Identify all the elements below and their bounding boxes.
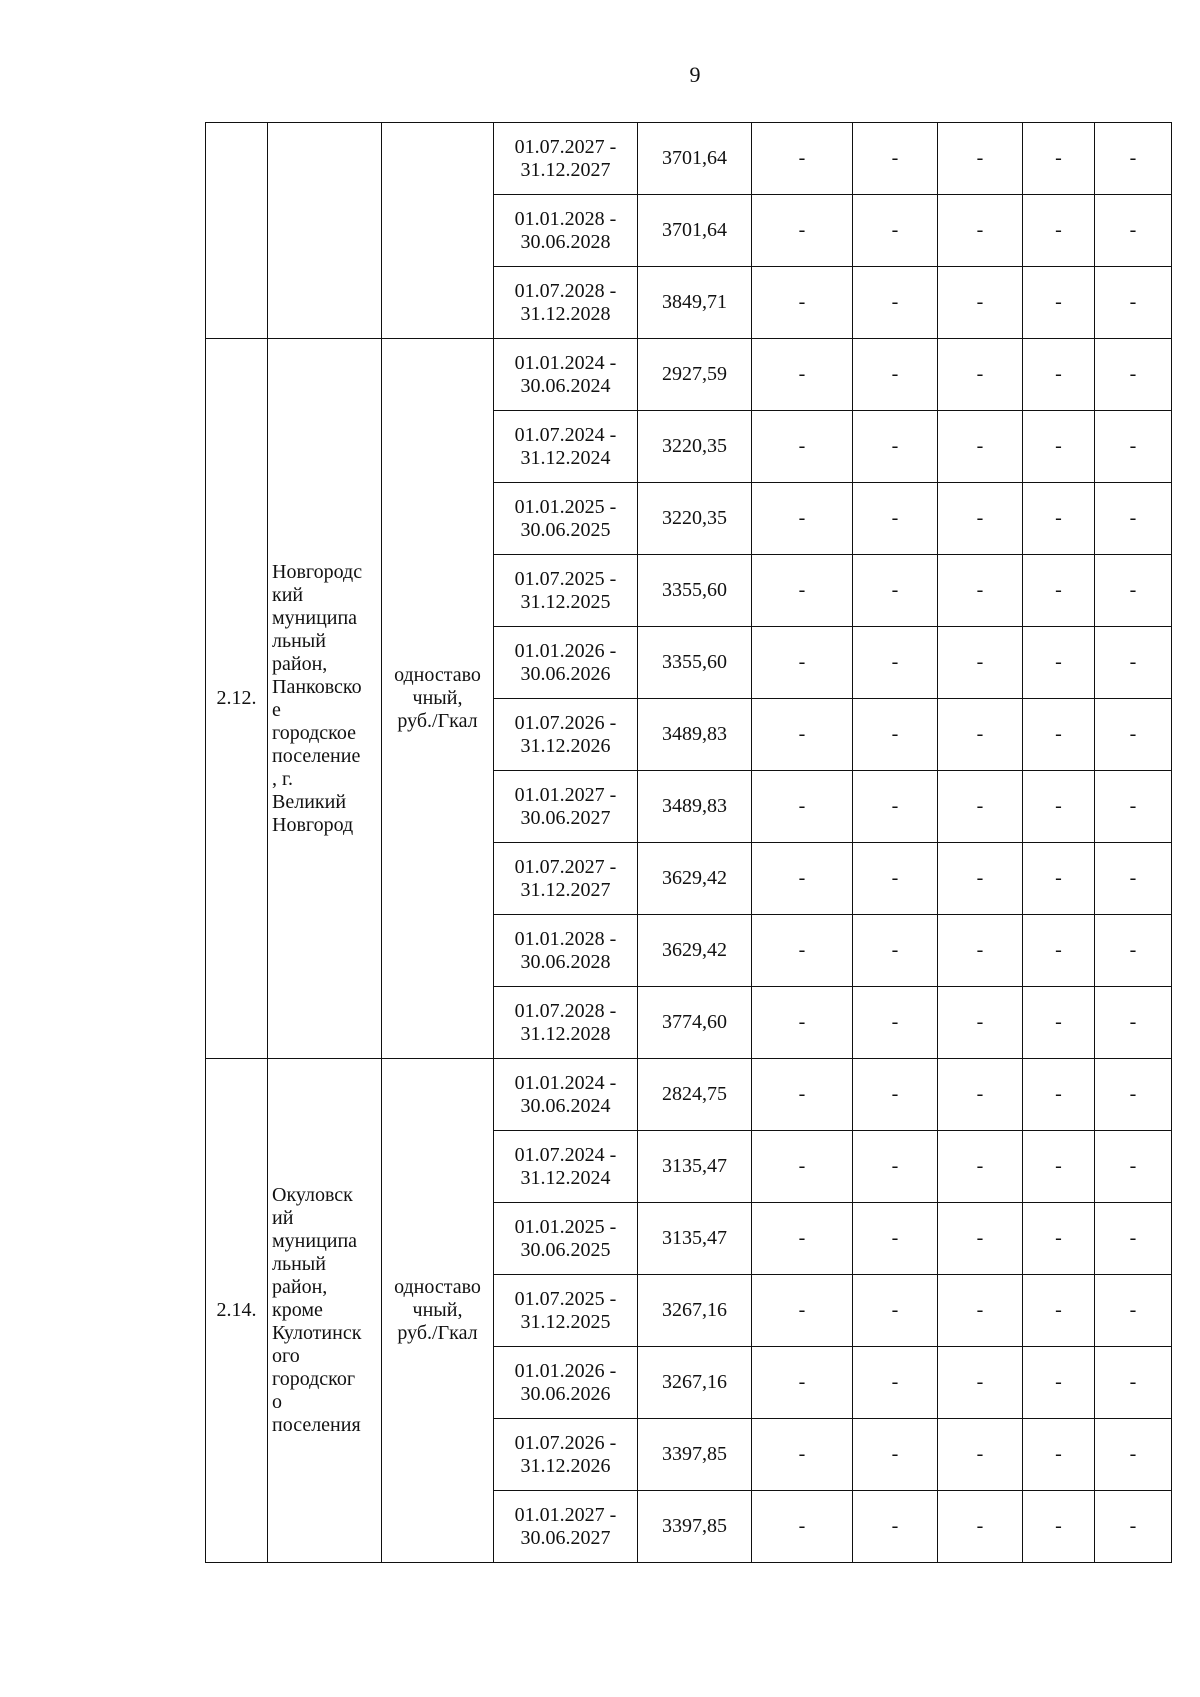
empty-value-cell: - xyxy=(752,771,853,843)
page-number: 9 xyxy=(689,62,701,87)
period-cell: 01.07.2026 - 31.12.2026 xyxy=(494,1419,638,1491)
row-number-cell xyxy=(206,123,268,339)
empty-value-cell: - xyxy=(752,267,853,339)
empty-value-cell: - xyxy=(1023,1347,1095,1419)
empty-value-cell: - xyxy=(1023,267,1095,339)
period-cell: 01.01.2025 - 30.06.2025 xyxy=(494,483,638,555)
empty-value-cell: - xyxy=(1095,1275,1172,1347)
empty-value-cell: - xyxy=(938,627,1023,699)
empty-value-cell: - xyxy=(1095,915,1172,987)
empty-value-cell: - xyxy=(938,1275,1023,1347)
empty-value-cell: - xyxy=(1095,1347,1172,1419)
empty-value-cell: - xyxy=(1023,915,1095,987)
empty-value-cell: - xyxy=(1095,843,1172,915)
tariff-value-cell: 3849,71 xyxy=(638,267,752,339)
empty-value-cell: - xyxy=(1023,1203,1095,1275)
tariff-value-cell: 3355,60 xyxy=(638,627,752,699)
period-cell: 01.07.2025 - 31.12.2025 xyxy=(494,1275,638,1347)
empty-value-cell: - xyxy=(1023,123,1095,195)
empty-value-cell: - xyxy=(853,555,938,627)
empty-value-cell: - xyxy=(1023,987,1095,1059)
empty-value-cell: - xyxy=(752,1203,853,1275)
period-cell: 01.01.2024 - 30.06.2024 xyxy=(494,339,638,411)
table-row xyxy=(206,339,1172,411)
empty-value-cell: - xyxy=(853,1059,938,1131)
period-cell: 01.07.2026 - 31.12.2026 xyxy=(494,699,638,771)
empty-value-cell: - xyxy=(752,1131,853,1203)
period-cell: 01.07.2025 - 31.12.2025 xyxy=(494,555,638,627)
empty-value-cell: - xyxy=(938,267,1023,339)
empty-value-cell: - xyxy=(853,987,938,1059)
empty-value-cell: - xyxy=(853,483,938,555)
empty-value-cell: - xyxy=(938,915,1023,987)
empty-value-cell: - xyxy=(1095,195,1172,267)
period-cell: 01.01.2027 - 30.06.2027 xyxy=(494,1491,638,1563)
empty-value-cell: - xyxy=(1095,555,1172,627)
tariff-value-cell: 3629,42 xyxy=(638,915,752,987)
empty-value-cell: - xyxy=(1095,699,1172,771)
empty-value-cell: - xyxy=(853,915,938,987)
empty-value-cell: - xyxy=(938,411,1023,483)
empty-value-cell: - xyxy=(752,1275,853,1347)
empty-value-cell: - xyxy=(853,1347,938,1419)
empty-value-cell: - xyxy=(752,411,853,483)
tariff-value-cell: 3267,16 xyxy=(638,1275,752,1347)
period-cell: 01.07.2024 - 31.12.2024 xyxy=(494,411,638,483)
empty-value-cell: - xyxy=(1023,1131,1095,1203)
empty-value-cell: - xyxy=(752,1347,853,1419)
empty-value-cell: - xyxy=(1095,627,1172,699)
period-cell: 01.07.2027 - 31.12.2027 xyxy=(494,123,638,195)
tariff-value-cell: 3701,64 xyxy=(638,195,752,267)
empty-value-cell: - xyxy=(1095,987,1172,1059)
empty-value-cell: - xyxy=(938,699,1023,771)
empty-value-cell: - xyxy=(1095,1203,1172,1275)
empty-value-cell: - xyxy=(1023,1419,1095,1491)
tariff-value-cell: 2824,75 xyxy=(638,1059,752,1131)
empty-value-cell: - xyxy=(853,123,938,195)
tariff-value-cell: 3774,60 xyxy=(638,987,752,1059)
empty-value-cell: - xyxy=(1023,627,1095,699)
empty-value-cell: - xyxy=(1023,699,1095,771)
empty-value-cell: - xyxy=(938,1059,1023,1131)
tariff-value-cell: 3489,83 xyxy=(638,771,752,843)
empty-value-cell: - xyxy=(1023,339,1095,411)
tariff-value-cell: 2927,59 xyxy=(638,339,752,411)
empty-value-cell: - xyxy=(938,483,1023,555)
period-cell: 01.01.2025 - 30.06.2025 xyxy=(494,1203,638,1275)
empty-value-cell: - xyxy=(752,1491,853,1563)
empty-value-cell: - xyxy=(938,1419,1023,1491)
empty-value-cell: - xyxy=(853,627,938,699)
empty-value-cell: - xyxy=(752,987,853,1059)
empty-value-cell: - xyxy=(1023,1491,1095,1563)
empty-value-cell: - xyxy=(1095,267,1172,339)
tariff-value-cell: 3267,16 xyxy=(638,1347,752,1419)
empty-value-cell: - xyxy=(853,1275,938,1347)
period-cell: 01.01.2028 - 30.06.2028 xyxy=(494,915,638,987)
empty-value-cell: - xyxy=(1095,1131,1172,1203)
tariff-value-cell: 3489,83 xyxy=(638,699,752,771)
empty-value-cell: - xyxy=(752,699,853,771)
empty-value-cell: - xyxy=(853,267,938,339)
empty-value-cell: - xyxy=(853,843,938,915)
period-cell: 01.07.2028 - 31.12.2028 xyxy=(494,267,638,339)
municipality-name-cell xyxy=(268,123,382,339)
period-cell: 01.01.2028 - 30.06.2028 xyxy=(494,195,638,267)
tariff-value-cell: 3220,35 xyxy=(638,411,752,483)
empty-value-cell: - xyxy=(938,1347,1023,1419)
period-cell: 01.01.2024 - 30.06.2024 xyxy=(494,1059,638,1131)
empty-value-cell: - xyxy=(938,1203,1023,1275)
empty-value-cell: - xyxy=(1023,411,1095,483)
empty-value-cell: - xyxy=(1023,843,1095,915)
empty-value-cell: - xyxy=(752,915,853,987)
empty-value-cell: - xyxy=(938,1131,1023,1203)
empty-value-cell: - xyxy=(752,339,853,411)
period-cell: 01.07.2027 - 31.12.2027 xyxy=(494,843,638,915)
empty-value-cell: - xyxy=(1023,1059,1095,1131)
period-cell: 01.01.2026 - 30.06.2026 xyxy=(494,1347,638,1419)
empty-value-cell: - xyxy=(853,1203,938,1275)
empty-value-cell: - xyxy=(853,771,938,843)
table-row xyxy=(206,1059,1172,1131)
empty-value-cell: - xyxy=(938,555,1023,627)
period-cell: 01.07.2024 - 31.12.2024 xyxy=(494,1131,638,1203)
table-row xyxy=(206,123,1172,195)
empty-value-cell: - xyxy=(752,1419,853,1491)
empty-value-cell: - xyxy=(752,123,853,195)
empty-value-cell: - xyxy=(938,987,1023,1059)
period-cell: 01.01.2026 - 30.06.2026 xyxy=(494,627,638,699)
empty-value-cell: - xyxy=(1023,555,1095,627)
tariff-value-cell: 3135,47 xyxy=(638,1203,752,1275)
tariff-value-cell: 3220,35 xyxy=(638,483,752,555)
empty-value-cell: - xyxy=(752,555,853,627)
empty-value-cell: - xyxy=(1023,771,1095,843)
tariff-type-cell: одноставо чный, руб./Гкал xyxy=(382,1059,494,1563)
empty-value-cell: - xyxy=(752,1059,853,1131)
empty-value-cell: - xyxy=(1095,771,1172,843)
empty-value-cell: - xyxy=(1095,1059,1172,1131)
empty-value-cell: - xyxy=(1023,195,1095,267)
empty-value-cell: - xyxy=(853,195,938,267)
empty-value-cell: - xyxy=(1095,1491,1172,1563)
empty-value-cell: - xyxy=(853,699,938,771)
empty-value-cell: - xyxy=(938,843,1023,915)
empty-value-cell: - xyxy=(938,339,1023,411)
empty-value-cell: - xyxy=(752,627,853,699)
empty-value-cell: - xyxy=(1023,1275,1095,1347)
empty-value-cell: - xyxy=(938,123,1023,195)
tariff-table xyxy=(205,122,1172,1563)
tariff-type-cell: одноставо чный, руб./Гкал xyxy=(382,339,494,1059)
row-number-cell: 2.14. xyxy=(206,1059,268,1563)
empty-value-cell: - xyxy=(1023,483,1095,555)
empty-value-cell: - xyxy=(938,1491,1023,1563)
empty-value-cell: - xyxy=(938,195,1023,267)
tariff-value-cell: 3135,47 xyxy=(638,1131,752,1203)
empty-value-cell: - xyxy=(853,1419,938,1491)
empty-value-cell: - xyxy=(938,771,1023,843)
tariff-value-cell: 3355,60 xyxy=(638,555,752,627)
period-cell: 01.07.2028 - 31.12.2028 xyxy=(494,987,638,1059)
empty-value-cell: - xyxy=(752,483,853,555)
municipality-name-cell: Новгородс кий муниципа льный район, Панковско е городское поселение , г. Великий Новгород xyxy=(268,339,382,1059)
tariff-value-cell: 3397,85 xyxy=(638,1491,752,1563)
empty-value-cell: - xyxy=(752,843,853,915)
tariff-value-cell: 3701,64 xyxy=(638,123,752,195)
empty-value-cell: - xyxy=(853,1131,938,1203)
empty-value-cell: - xyxy=(853,339,938,411)
tariff-type-cell xyxy=(382,123,494,339)
empty-value-cell: - xyxy=(1095,123,1172,195)
period-cell: 01.01.2027 - 30.06.2027 xyxy=(494,771,638,843)
empty-value-cell: - xyxy=(1095,483,1172,555)
tariff-table-body xyxy=(206,123,1172,1563)
row-number-cell: 2.12. xyxy=(206,339,268,1059)
empty-value-cell: - xyxy=(1095,411,1172,483)
municipality-name-cell: Окуловск ий муниципа льный район, кроме Кулотинск ого городског о поселения xyxy=(268,1059,382,1563)
empty-value-cell: - xyxy=(853,1491,938,1563)
tariff-value-cell: 3397,85 xyxy=(638,1419,752,1491)
empty-value-cell: - xyxy=(853,411,938,483)
empty-value-cell: - xyxy=(1095,1419,1172,1491)
empty-value-cell: - xyxy=(752,195,853,267)
tariff-value-cell: 3629,42 xyxy=(638,843,752,915)
empty-value-cell: - xyxy=(1095,339,1172,411)
